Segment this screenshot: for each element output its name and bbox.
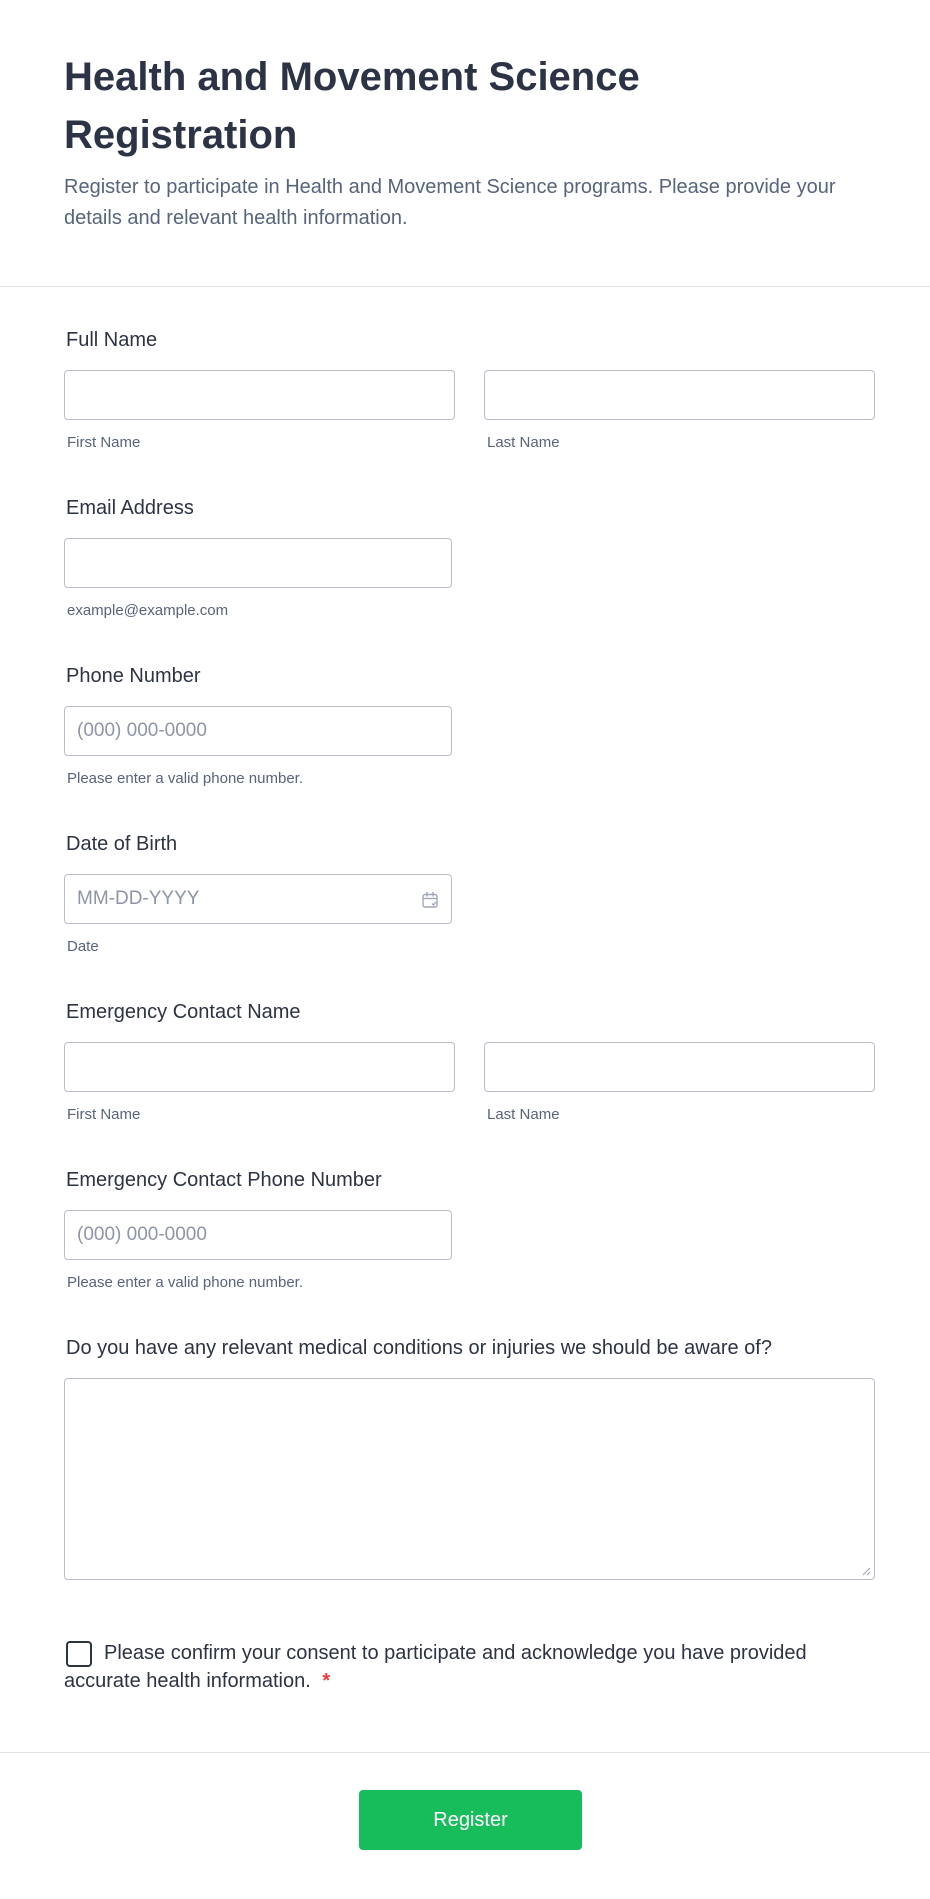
emergency-last-name-input[interactable] xyxy=(484,1042,875,1092)
emergency-name-label: Emergency Contact Name xyxy=(66,1001,301,1023)
page-title: Health and Movement Science Registration xyxy=(64,55,640,157)
phone-input[interactable] xyxy=(64,706,452,756)
first-name-sublabel: First Name xyxy=(67,434,141,451)
last-name-input[interactable] xyxy=(484,370,875,420)
emergency-phone-placeholder: (000) 000-0000 xyxy=(77,1224,207,1245)
dob-input[interactable] xyxy=(64,874,452,924)
phone-sublabel: Please enter a valid phone number. xyxy=(67,770,303,787)
emergency-first-name-input[interactable] xyxy=(64,1042,455,1092)
consent-text: Please confirm your consent to participate and acknowledge you have provided accurate health information. xyxy=(64,1642,807,1692)
email-label: Email Address xyxy=(66,497,194,519)
emergency-last-name-sublabel: Last Name xyxy=(487,1106,560,1123)
register-button[interactable]: Register xyxy=(359,1790,582,1850)
phone-label: Phone Number xyxy=(66,665,201,687)
dob-label: Date of Birth xyxy=(66,833,178,855)
full-name-label: Full Name xyxy=(66,329,158,351)
phone-placeholder: (000) 000-0000 xyxy=(77,720,207,741)
consent-label xyxy=(64,1639,824,1695)
emergency-first-name-sublabel: First Name xyxy=(67,1106,141,1123)
last-name-sublabel: Last Name xyxy=(487,434,560,451)
resize-grip-icon[interactable] xyxy=(861,1566,871,1576)
email-sublabel: example@example.com xyxy=(67,602,229,619)
medical-label: Do you have any relevant medical conditions or injuries we should be aware of? xyxy=(66,1337,772,1359)
required-asterisk: * xyxy=(322,1670,331,1692)
emergency-phone-input[interactable] xyxy=(64,1210,452,1260)
first-name-input[interactable] xyxy=(64,370,455,420)
emergency-phone-sublabel: Please enter a valid phone number. xyxy=(67,1274,303,1291)
dob-sublabel: Date xyxy=(67,938,99,955)
email-field[interactable] xyxy=(64,538,452,588)
form-header xyxy=(0,0,930,287)
page-subtitle: Register to participate in Health and Movement Science programs. Please provide your details and relevant health information. xyxy=(64,176,836,229)
form-footer xyxy=(0,1752,930,1899)
calendar-icon[interactable] xyxy=(421,891,439,909)
medical-textarea[interactable] xyxy=(64,1378,875,1580)
dob-placeholder: MM-DD-YYYY xyxy=(77,888,200,909)
emergency-phone-label: Emergency Contact Phone Number xyxy=(66,1169,382,1191)
